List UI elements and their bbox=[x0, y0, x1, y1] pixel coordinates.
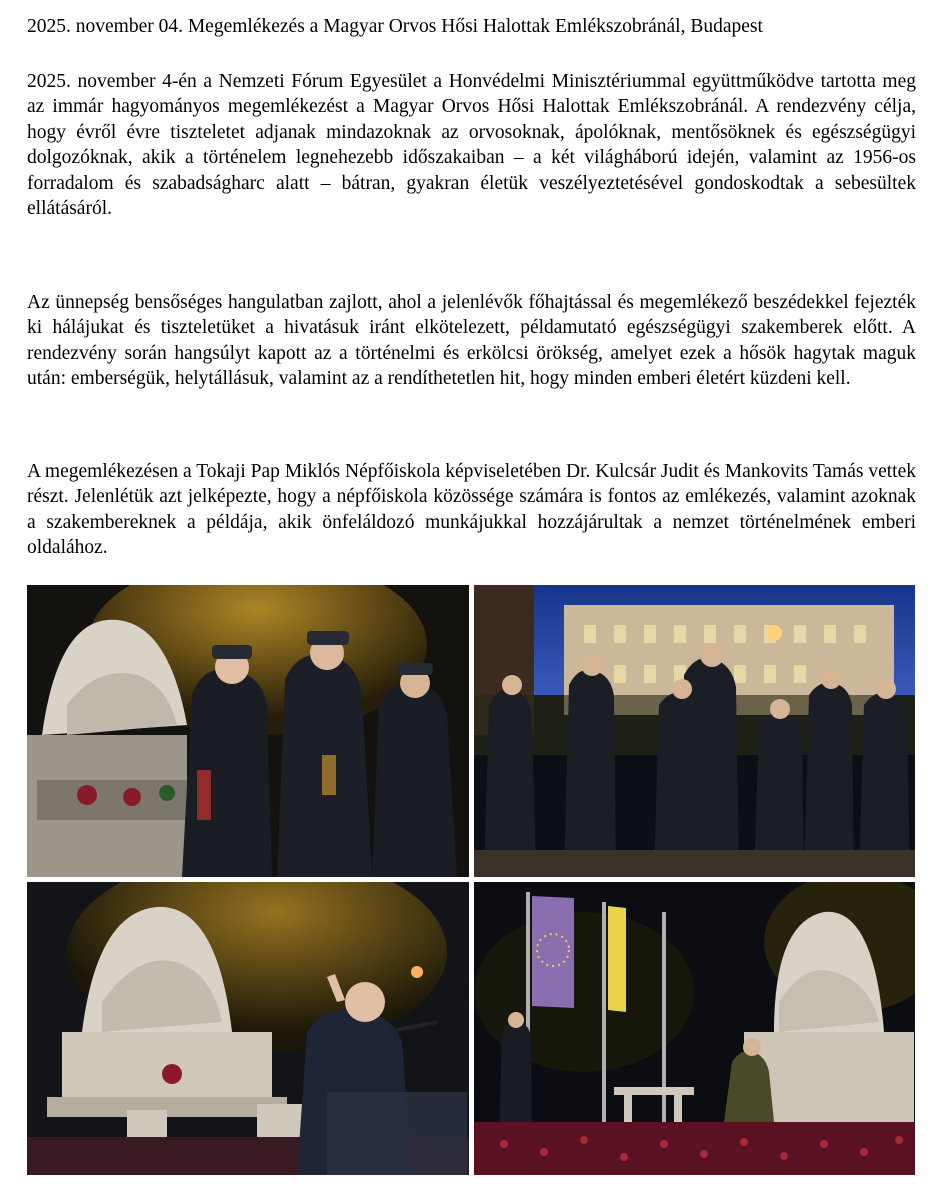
paragraph-intro: 2025. november 4-én a Nemzeti Fórum Egyesület a Honvédelmi Minisztériummal együttműködve tartotta meg az immár hagyományos megemlékezést a Magyar Orvos Hősi Halottak Emlékszobránál. A rendezvény célja, hogy évről évre tiszteletet adjanak mindazoknak az orvosoknak, ápolóknak, mentősöknek és egészségügyi dolgozóknak, akik a történelem legnehezebb időszakaiban – a két világháború idején, valamint az 1956-os forradalom és szabadságharc alatt – bátran, gyakran életük veszélyeztetésével gondoskodtak a sebesültek ellátásáról. bbox=[27, 71, 916, 220]
paragraph-attendance: A megemlékezésen a Tokaji Pap Miklós Népfőiskola képviseletében Dr. Kulcsár Judit és Mankovits Tamás vettek részt. Jelenlétük azt jelképezte, hogy a népfőiskola közössége számára is fontos az emlékezés, valamint azoknak a szakembereknek a példája, akik önfeláldozó munkájukkal hozzájárultak a nemzet történelmének emberi oldalához. bbox=[27, 461, 916, 559]
paragraph-ceremony: Az ünnepség bensőséges hangulatban zajlott, ahol a jelenlévők főhajtással és megemlékező beszédekkel fejezték ki hálájukat és tiszteletüket a hivatásuk iránt elkötelezett, példamutató egészségügyi szakemberek előtt. A rendezvény során hangsúlyt kapott az a történelmi és erkölcsi örökség, amelyet ezek a hősök hagytak maguk után: emberségük, helytállásuk, valamint az a rendíthetetlen hit, hogy minden emberi életért küzdeni kell. bbox=[27, 292, 916, 390]
photo-speaker-illustration bbox=[27, 882, 469, 1175]
photo-audience-at-dusk bbox=[474, 585, 915, 877]
photo-speaker-at-lectern bbox=[27, 882, 469, 1175]
photo-veterans-at-statue bbox=[27, 585, 469, 877]
photo-audience-illustration bbox=[474, 585, 915, 877]
document-title: 2025. november 04. Megemlékezés a Magyar Orvos Hősi Halottak Emlékszobránál, Budapest bbox=[27, 16, 763, 37]
photo-wreath-laying bbox=[474, 882, 915, 1175]
photo-wreath-illustration bbox=[474, 882, 915, 1175]
photo-veterans-illustration bbox=[27, 585, 469, 877]
